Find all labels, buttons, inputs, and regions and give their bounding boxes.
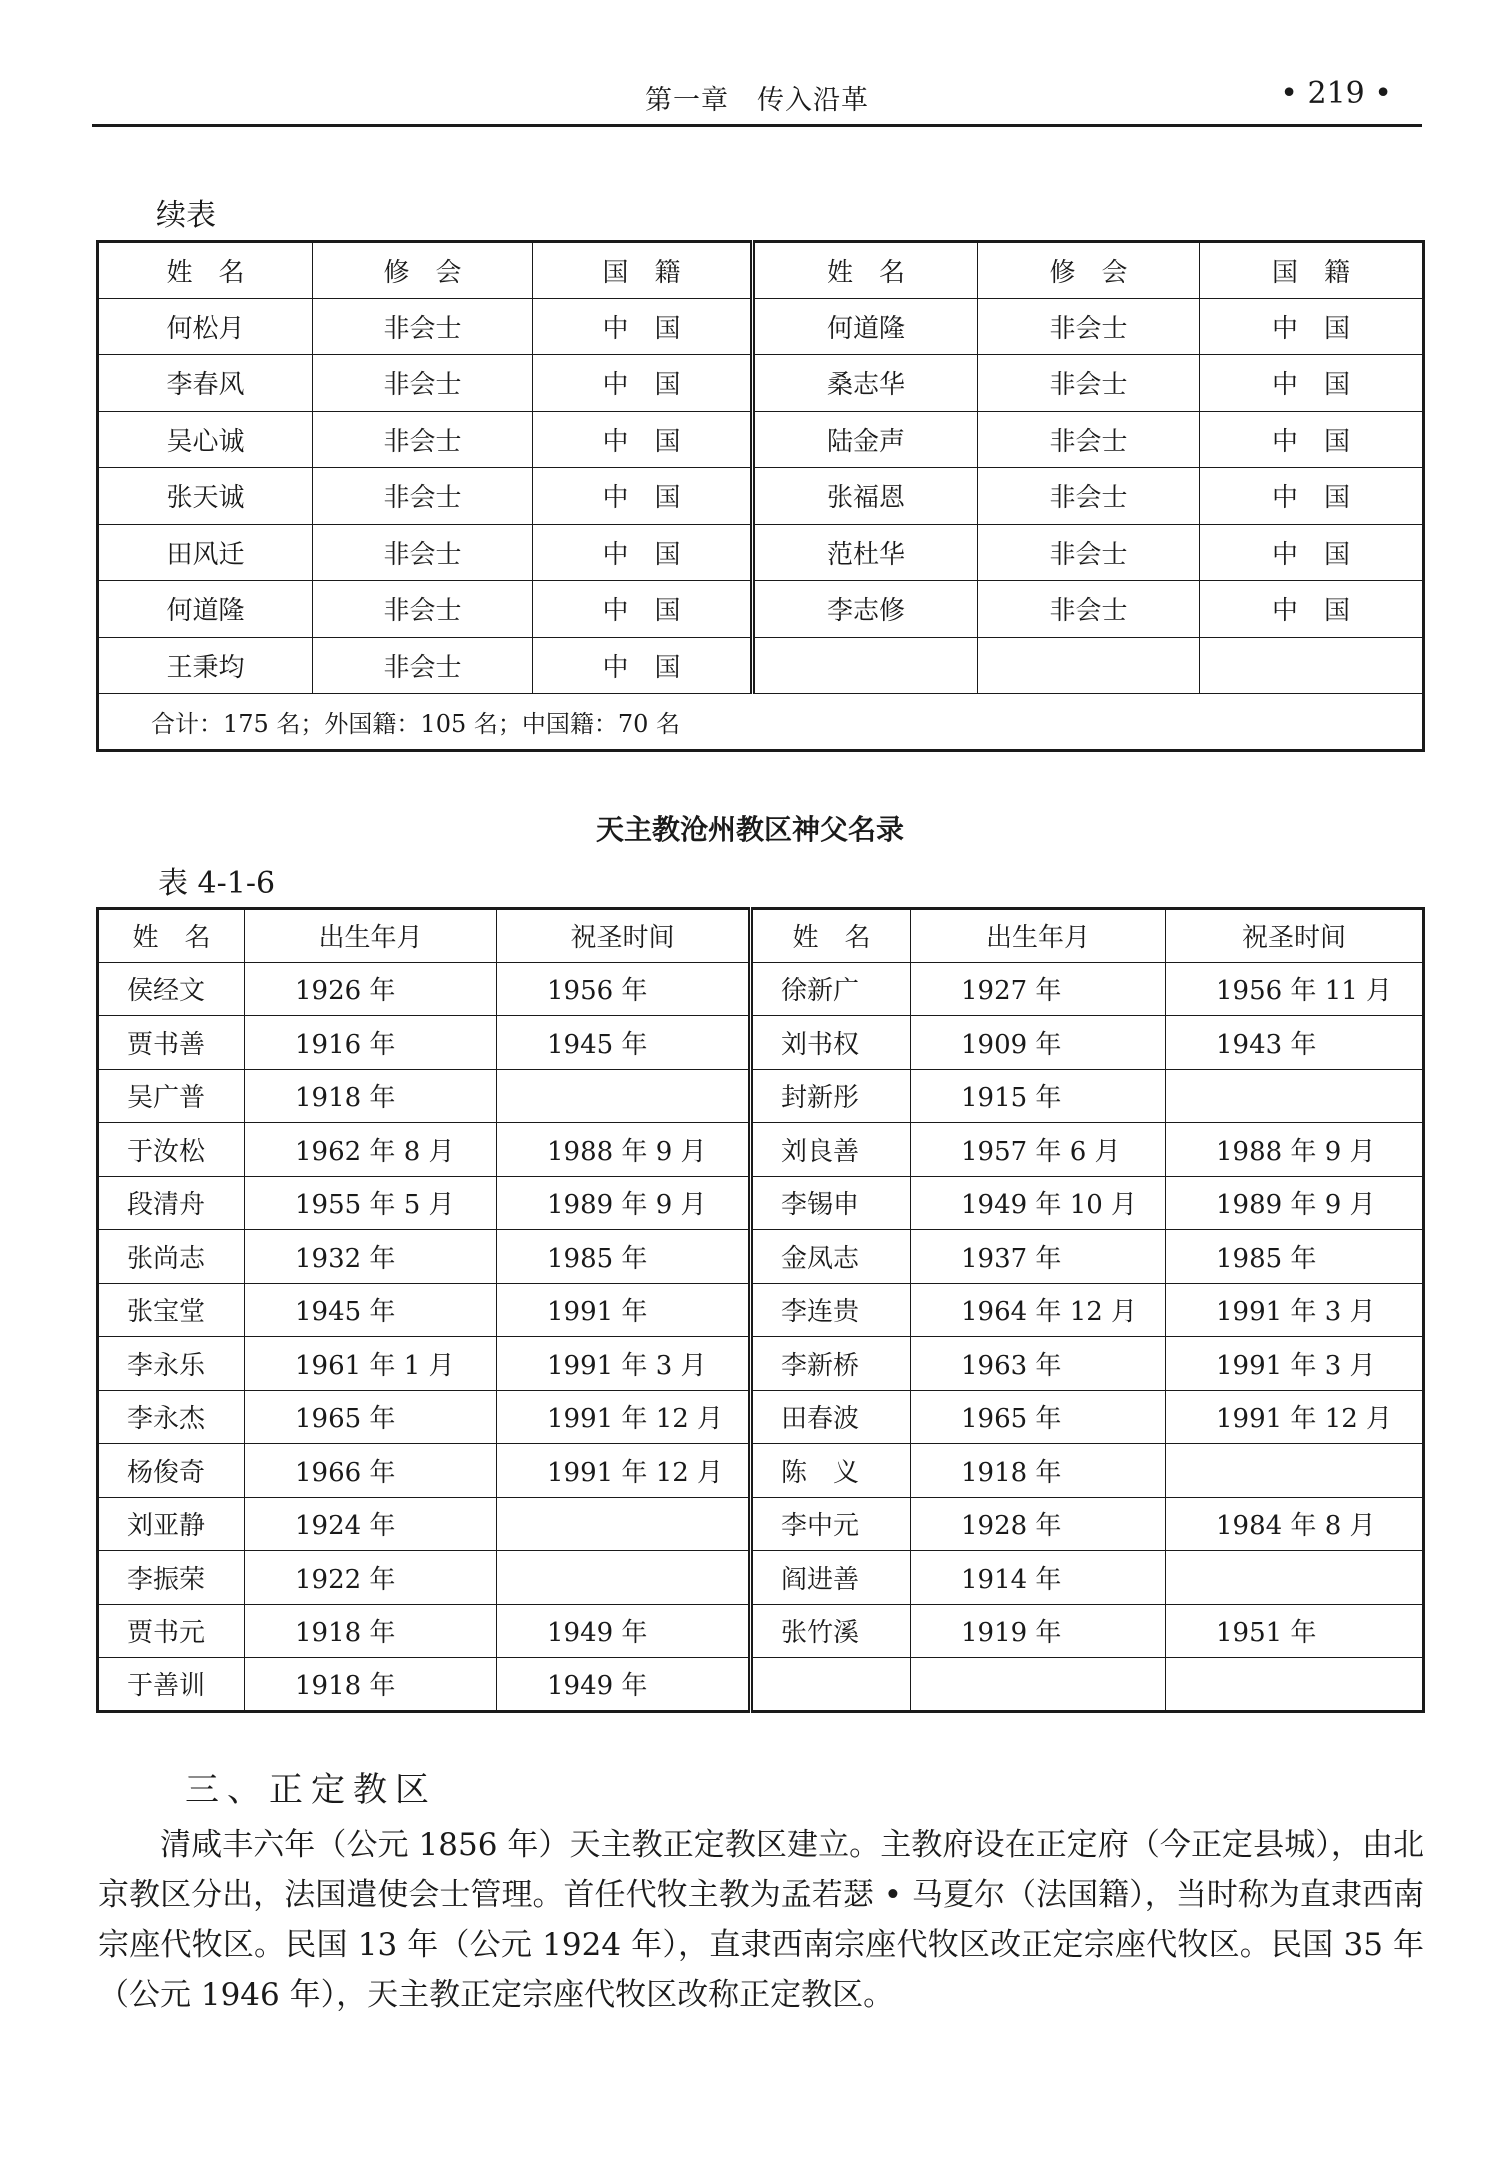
column-header: 修 会 [313,242,533,299]
table-row [98,1497,1424,1551]
table-cell: 李连贵 [751,1283,911,1337]
table-cell [497,1497,751,1551]
table-cell: 中 国 [533,637,753,694]
table-cell: 1988 年 9 月 [497,1123,751,1177]
table-cell: 李振荣 [98,1551,245,1605]
table-cell: 张尚志 [98,1230,245,1284]
table-cell: 1962 年 8 月 [245,1123,497,1177]
table-cell [1166,1069,1424,1123]
table-cell: 非会士 [978,355,1200,412]
table-row [98,1604,1424,1658]
table-cell: 非会士 [313,524,533,581]
table-cell: 1932 年 [245,1230,497,1284]
column-header: 出生年月 [911,909,1166,963]
table-cell: 中 国 [533,355,753,412]
table-cell: 非会士 [313,355,533,412]
table-cell: 刘书权 [751,1016,911,1070]
table-cell: 中 国 [1200,468,1424,525]
table-cell: 中 国 [1200,355,1424,412]
table-cell: 刘亚静 [98,1497,245,1551]
running-header [92,70,1422,126]
table-cell: 非会士 [313,298,533,355]
table-cell [911,1658,1166,1712]
column-header: 姓 名 [98,242,313,299]
table-cell [1166,1551,1424,1605]
missionary-list-table [96,240,1425,752]
table-cell: 何道隆 [753,298,978,355]
table-row [98,1444,1424,1498]
table-cell: 1949 年 [497,1658,751,1712]
table-cell: 1966 年 [245,1444,497,1498]
table-cell [1166,1444,1424,1498]
table-cell: 中 国 [1200,581,1424,638]
table-cell [1166,1658,1424,1712]
table-row [98,1016,1424,1070]
table-cell: 范杜华 [753,524,978,581]
column-header: 祝圣时间 [497,909,751,963]
table-cell: 张宝堂 [98,1283,245,1337]
table-cell: 张天诚 [98,468,313,525]
table-row [98,298,1424,355]
table-cell: 1985 年 [1166,1230,1424,1284]
table-cell: 1955 年 5 月 [245,1176,497,1230]
table-cell: 1918 年 [245,1069,497,1123]
priest-list-table [96,907,1425,1713]
table-cell: 1984 年 8 月 [1166,1497,1424,1551]
table-cell: 徐新广 [751,962,911,1016]
table-cell: 1951 年 [1166,1604,1424,1658]
table-row [98,581,1424,638]
section-heading: 三、正定教区 [185,1770,437,1810]
table-cell: 中 国 [533,298,753,355]
table-cell: 1991 年 3 月 [1166,1337,1424,1391]
table-cell: 段清舟 [98,1176,245,1230]
table-cell: 1991 年 [497,1283,751,1337]
column-header: 修 会 [978,242,1200,299]
table-cell: 1927 年 [911,962,1166,1016]
table-cell: 1989 年 9 月 [1166,1176,1424,1230]
table-cell: 1991 年 12 月 [497,1390,751,1444]
table-cell: 于汝松 [98,1123,245,1177]
table-row [98,411,1424,468]
column-header: 姓 名 [751,909,911,963]
table-cell [753,637,978,694]
table-header-row [98,242,1424,299]
table-cell: 1961 年 1 月 [245,1337,497,1391]
table-cell: 1916 年 [245,1016,497,1070]
table-cell: 李锡申 [751,1176,911,1230]
table-cell: 陆金声 [753,411,978,468]
table-cell: 中 国 [1200,524,1424,581]
table-cell: 刘良善 [751,1123,911,1177]
table-row [98,1658,1424,1712]
table-cell: 1988 年 9 月 [1166,1123,1424,1177]
table-cell: 1922 年 [245,1551,497,1605]
table-row [98,1551,1424,1605]
table-cell: 李中元 [751,1497,911,1551]
table-cell: 1919 年 [911,1604,1166,1658]
table-cell: 1914 年 [911,1551,1166,1605]
table2-title: 天主教沧州教区神父名录 [595,813,904,846]
table-row [98,1283,1424,1337]
table-cell: 阎进善 [751,1551,911,1605]
table-cell: 1909 年 [911,1016,1166,1070]
table-cell: 1991 年 12 月 [1166,1390,1424,1444]
table-cell [497,1069,751,1123]
table-cell: 非会士 [978,298,1200,355]
table-cell: 1924 年 [245,1497,497,1551]
chapter-title: 第一章 传入沿革 [645,85,869,116]
summary-text: 合计：175 名；外国籍：105 名；中国籍：70 名 [98,694,1424,751]
table-cell: 1991 年 3 月 [1166,1283,1424,1337]
table-cell: 1985 年 [497,1230,751,1284]
table-cell: 1918 年 [911,1444,1166,1498]
table-row [98,1390,1424,1444]
table-row [98,637,1424,694]
table-cell: 中 国 [1200,411,1424,468]
table-cell: 1918 年 [245,1604,497,1658]
table-cell: 非会士 [978,411,1200,468]
table-cell: 于善训 [98,1658,245,1712]
table-cell: 吴广普 [98,1069,245,1123]
table-cell: 中 国 [533,581,753,638]
column-header: 祝圣时间 [1166,909,1424,963]
table-cell: 中 国 [533,411,753,468]
table-cell: 1937 年 [911,1230,1166,1284]
table2-caption: 表 4-1-6 [158,866,276,901]
table-cell: 1964 年 12 月 [911,1283,1166,1337]
table-cell: 何道隆 [98,581,313,638]
table-cell: 中 国 [533,524,753,581]
table-cell: 1957 年 6 月 [911,1123,1166,1177]
table-cell [497,1551,751,1605]
table-cell: 非会士 [978,524,1200,581]
column-header: 姓 名 [753,242,978,299]
table-cell: 1989 年 9 月 [497,1176,751,1230]
table-cell: 金凤志 [751,1230,911,1284]
table-cell [978,637,1200,694]
table-cell [751,1658,911,1712]
table-cell: 中 国 [533,468,753,525]
table-cell: 李志修 [753,581,978,638]
table-cell: 1915 年 [911,1069,1166,1123]
table-cell: 田风迁 [98,524,313,581]
table-cell: 非会士 [313,468,533,525]
table-cell: 1945 年 [497,1016,751,1070]
table-cell: 非会士 [978,581,1200,638]
table-cell: 1918 年 [245,1658,497,1712]
table-cell: 陈 义 [751,1444,911,1498]
table-row [98,1069,1424,1123]
column-header: 出生年月 [245,909,497,963]
table-row [98,1176,1424,1230]
section-paragraph: 清咸丰六年（公元 1856 年）天主教正定教区建立。主教府设在正定府（今正定县城），由北京教区分出，法国遣使会士管理。首任代牧主教为孟若瑟 • 马夏尔（法国籍），当时称为直隶西南宗座代牧区。民国 13 年（公元 1924 年），直隶西南宗座代牧区改正定宗座代牧区。民国 35 年（公元 1946 年），天主教正定宗座代牧区改称正定教区。 [98,1827,1424,2013]
table-row [98,962,1424,1016]
table-cell: 非会士 [313,411,533,468]
page-number: • 219 • [1280,76,1392,111]
table-cell: 1949 年 [497,1604,751,1658]
table-row [98,1123,1424,1177]
table-cell: 1956 年 [497,962,751,1016]
table-cell: 王秉均 [98,637,313,694]
table-cell: 1991 年 12 月 [497,1444,751,1498]
table-row [98,1230,1424,1284]
table-cell: 1965 年 [245,1390,497,1444]
table-cell: 1963 年 [911,1337,1166,1391]
table-cell: 非会士 [978,468,1200,525]
table-cell: 1991 年 3 月 [497,1337,751,1391]
table-cell: 李春风 [98,355,313,412]
table-cell: 田春波 [751,1390,911,1444]
table-row [98,468,1424,525]
table-cell: 张竹溪 [751,1604,911,1658]
table-cell: 吴心诚 [98,411,313,468]
table-cell: 非会士 [313,637,533,694]
table-cell: 1949 年 10 月 [911,1176,1166,1230]
table-cell: 中 国 [1200,298,1424,355]
table-cell: 1943 年 [1166,1016,1424,1070]
table1-caption: 续表 [156,198,216,233]
table-cell: 李新桥 [751,1337,911,1391]
table-cell [1200,637,1424,694]
table-cell: 1928 年 [911,1497,1166,1551]
table-cell: 李永杰 [98,1390,245,1444]
table-cell: 1945 年 [245,1283,497,1337]
table-row [98,1337,1424,1391]
table-header-row [98,909,1424,963]
table-cell: 张福恩 [753,468,978,525]
table-cell: 非会士 [313,581,533,638]
column-header: 国 籍 [1200,242,1424,299]
header-rule [92,124,1422,127]
column-header: 国 籍 [533,242,753,299]
table-cell: 1926 年 [245,962,497,1016]
table-cell: 李永乐 [98,1337,245,1391]
table-cell: 侯经文 [98,962,245,1016]
table-row [98,524,1424,581]
table-cell: 封新彤 [751,1069,911,1123]
table-cell: 杨俊奇 [98,1444,245,1498]
summary-row [98,694,1424,751]
table-cell: 桑志华 [753,355,978,412]
column-header: 姓 名 [98,909,245,963]
table-row [98,355,1424,412]
table-cell: 贾书善 [98,1016,245,1070]
table-cell: 1965 年 [911,1390,1166,1444]
table-cell: 1956 年 11 月 [1166,962,1424,1016]
table-cell: 何松月 [98,298,313,355]
table-cell: 贾书元 [98,1604,245,1658]
